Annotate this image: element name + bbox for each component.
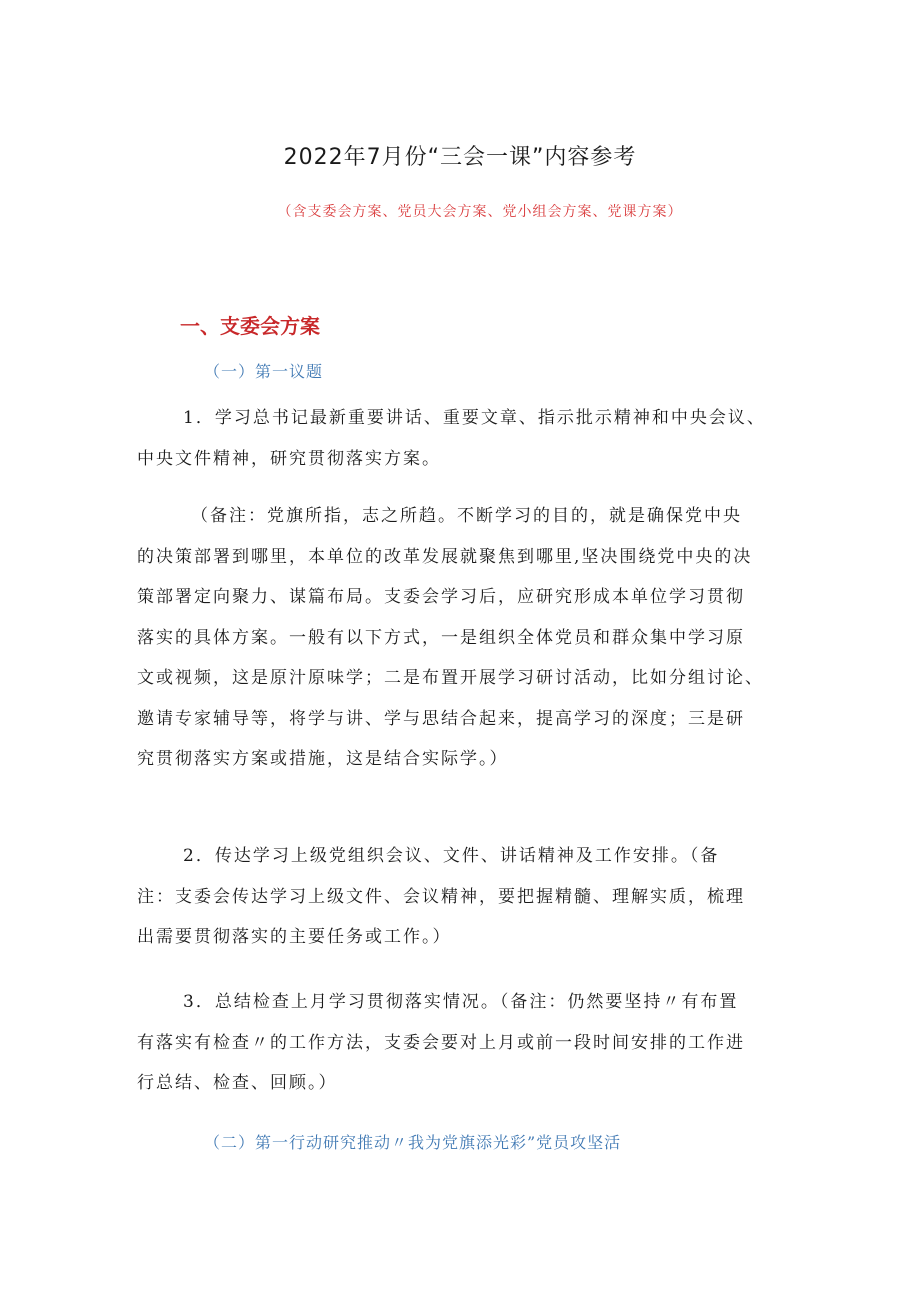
document-title: 2022年7月份“三会一课”内容参考: [283, 145, 637, 170]
item-2-line-2: 注：支委会传达学习上级文件、会议精神，要把握精髓、理解实质，梳理: [137, 886, 745, 907]
note-1-line-6: 邀请专家辅导等，将学与讲、学与思结合起来，提高学习的深度；三是研: [137, 708, 745, 729]
note-1-line-1: （备注：党旗所指，志之所趋。不断学习的目的，就是确保党中央: [191, 506, 742, 526]
item-3-paragraph: [137, 982, 817, 1104]
note-1-line-3: 策部署定向聚力、谋篇布局。支委会学习后，应研究形成本单位学习贯彻: [137, 587, 745, 607]
note-1-line-4: 落实的具体方案。一般有以下方式，一是组织全体党员和群众集中学习原: [137, 627, 745, 648]
topic-heading-first: （一）第一议题: [204, 362, 324, 381]
item-1-paragraph: [137, 398, 817, 479]
item-1-line-2: 中央文件精神，研究贯彻落实方案。: [137, 448, 441, 469]
topic-heading-second: （二）第一行动研究推动〃我为党旗添光彩”党员攻坚活: [204, 1133, 622, 1152]
note-1-line-7: 究贯彻落实方案或措施，这是结合实际学。）: [137, 749, 509, 769]
item-2-paragraph: [137, 836, 817, 958]
item-3-line-3: 行总结、检查、回顾。）: [137, 1073, 338, 1093]
note-1-line-2: 的决策部署到哪里，本单位的改革发展就聚焦到哪里,坚决围绕党中央的决: [137, 546, 753, 567]
item-3-line-2: 有落实有检查〃的工作方法，支委会要对上月或前一段时间安排的工作进: [137, 1032, 745, 1053]
item-1-line-1: 1．学习总书记最新重要讲话、重要文章、指示批示精神和中央会议、: [183, 408, 766, 428]
document-subtitle: （含支委会方案、党员大会方案、党小组会方案、党课方案）: [277, 204, 683, 220]
item-2-line-3: 出需要贯彻落实的主要任务或工作。）: [137, 927, 452, 947]
note-1-paragraph: [137, 496, 817, 780]
section-heading-branch-committee: 一、支委会方案: [180, 314, 320, 338]
item-2-line-1: 2．传达学习上级党组织会议、文件、讲话精神及工作安排。（备: [183, 846, 720, 866]
note-1-line-5: 文或视频，这是原汁原味学；二是布置开展学习研讨活动，比如分组讨论、: [137, 668, 764, 688]
item-3-line-1: 3．总结检查上月学习贯彻落实情况。（备注：仍然要坚持〃有布置: [183, 992, 739, 1012]
